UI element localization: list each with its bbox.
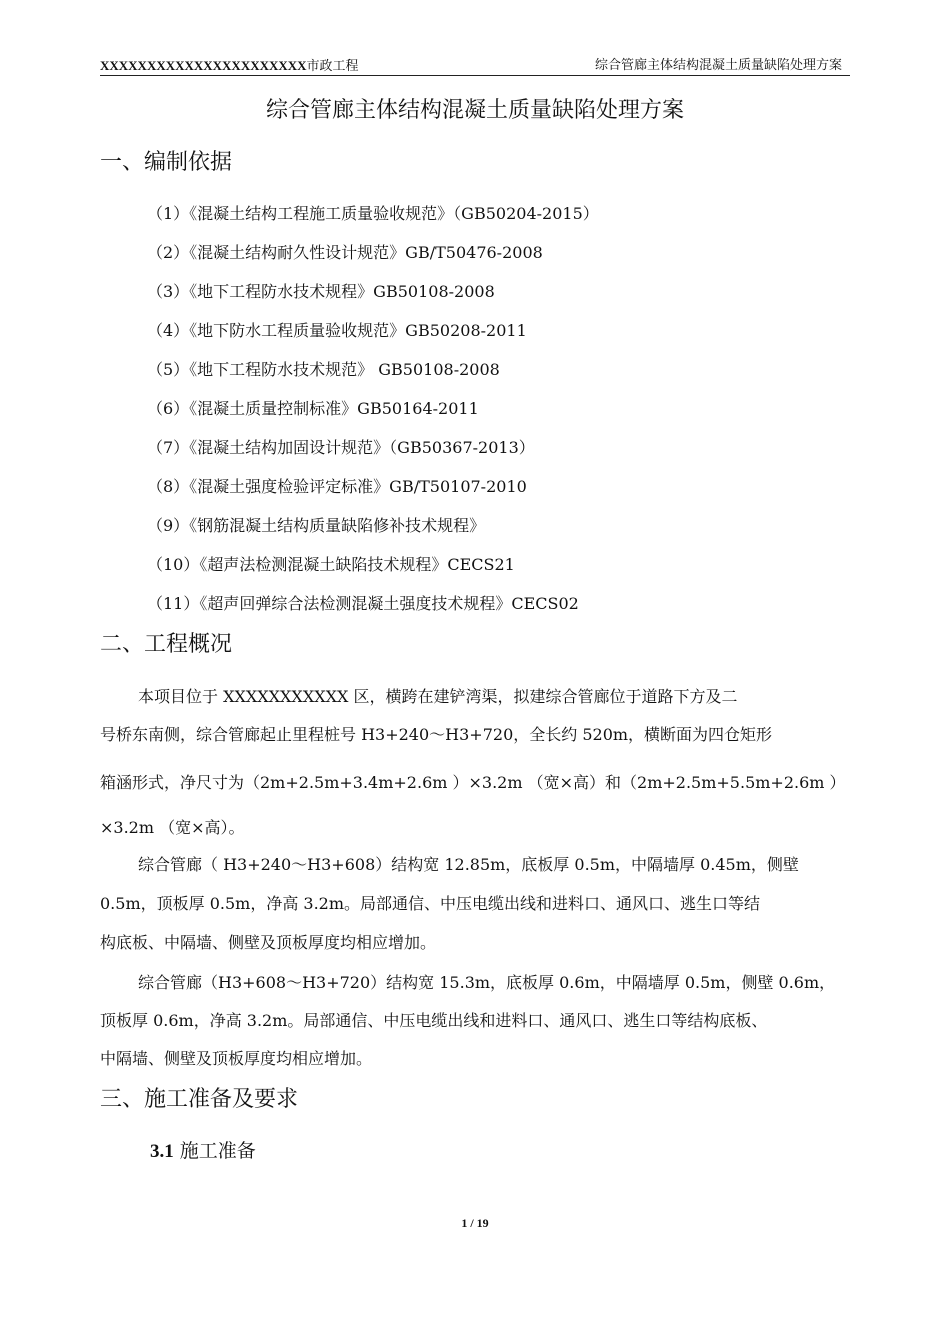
subsection-number: 3.1 [150, 1141, 174, 1162]
header-divider [100, 75, 850, 76]
reference-item: （4）《地下防水工程质量验收规范》GB50208-2011 [147, 321, 527, 340]
page-header [100, 57, 850, 75]
header-right: 综合管廊主体结构混凝土质量缺陷处理方案 [594, 58, 842, 73]
subsection-text: 施工准备 [179, 1140, 256, 1162]
reference-item: （5）《地下工程防水技术规范》 GB50108-2008 [147, 360, 500, 379]
page-number: 1 / 19 [461, 1216, 489, 1230]
paragraph-line: 号桥东南侧，综合管廊起止里程桩号 H3+240～H3+720，全长约 520m，横断面为四仓矩形 [100, 725, 773, 744]
section-heading-basis: 一、编制依据 [100, 150, 233, 175]
paragraph-line: 顶板厚 0.6m，净高 3.2m。局部通信、中压电缆出线和进料口、通风口、逃生口等结构底板、 [100, 1011, 768, 1030]
subsection-heading [150, 1138, 256, 1165]
reference-item: （6）《混凝土质量控制标准》GB50164-2011 [147, 399, 479, 418]
section-heading-overview: 二、工程概况 [100, 632, 233, 657]
reference-item: （1）《混凝土结构工程施工质量验收规范》（GB50204-2015） [147, 204, 599, 223]
reference-item: （7）《混凝土结构加固设计规范》（GB50367-2013） [147, 438, 535, 457]
header-left [100, 57, 359, 76]
reference-item: （2）《混凝土结构耐久性设计规范》GB/T50476-2008 [147, 243, 543, 262]
reference-item: （11）《超声回弹综合法检测混凝土强度技术规程》CECS02 [147, 594, 579, 613]
paragraph-line: 综合管廊（ H3+240～H3+608）结构宽 12.85m，底板厚 0.5m，中隔墙厚 0.45m，侧壁 [138, 855, 799, 874]
document-title: 综合管廊主体结构混凝土质量缺陷处理方案 [265, 98, 684, 123]
reference-item: （9）《钢筋混凝土结构质量缺陷修补技术规程》 [147, 516, 486, 535]
paragraph-line: 中隔墙、侧壁及顶板厚度均相应增加。 [100, 1049, 373, 1068]
reference-item: （8）《混凝土强度检验评定标准》GB/T50107-2010 [147, 477, 527, 496]
reference-item: （10）《超声法检测混凝土缺陷技术规程》CECS21 [147, 555, 515, 574]
section-heading-preparation: 三、施工准备及要求 [100, 1087, 299, 1112]
header-project-code: XXXXXXXXXXXXXXXXXXXXXX [100, 58, 307, 73]
paragraph-line: 箱涵形式，净尺寸为（2m+2.5m+3.4m+2.6m ）×3.2m （宽×高）和（2m+2.5m+5.5m+2.6m ） [100, 773, 846, 792]
reference-item: （3）《地下工程防水技术规程》GB50108-2008 [147, 282, 495, 301]
header-left-text: 市政工程 [306, 59, 359, 74]
paragraph-line: 构底板、中隔墙、侧壁及顶板厚度均相应增加。 [100, 933, 437, 952]
paragraph-line: 综合管廊（H3+608～H3+720）结构宽 15.3m，底板厚 0.6m，中隔墙厚 0.5m，侧壁 0.6m， [138, 973, 836, 992]
paragraph-line: ×3.2m （宽×高）。 [100, 818, 245, 837]
paragraph-line: 本项目位于 XXXXXXXXXXX 区，横跨在建铲湾渠，拟建综合管廊位于道路下方及二 [138, 687, 738, 706]
paragraph-line: 0.5m，顶板厚 0.5m，净高 3.2m。局部通信、中压电缆出线和进料口、通风口、逃生口等结 [100, 894, 761, 913]
